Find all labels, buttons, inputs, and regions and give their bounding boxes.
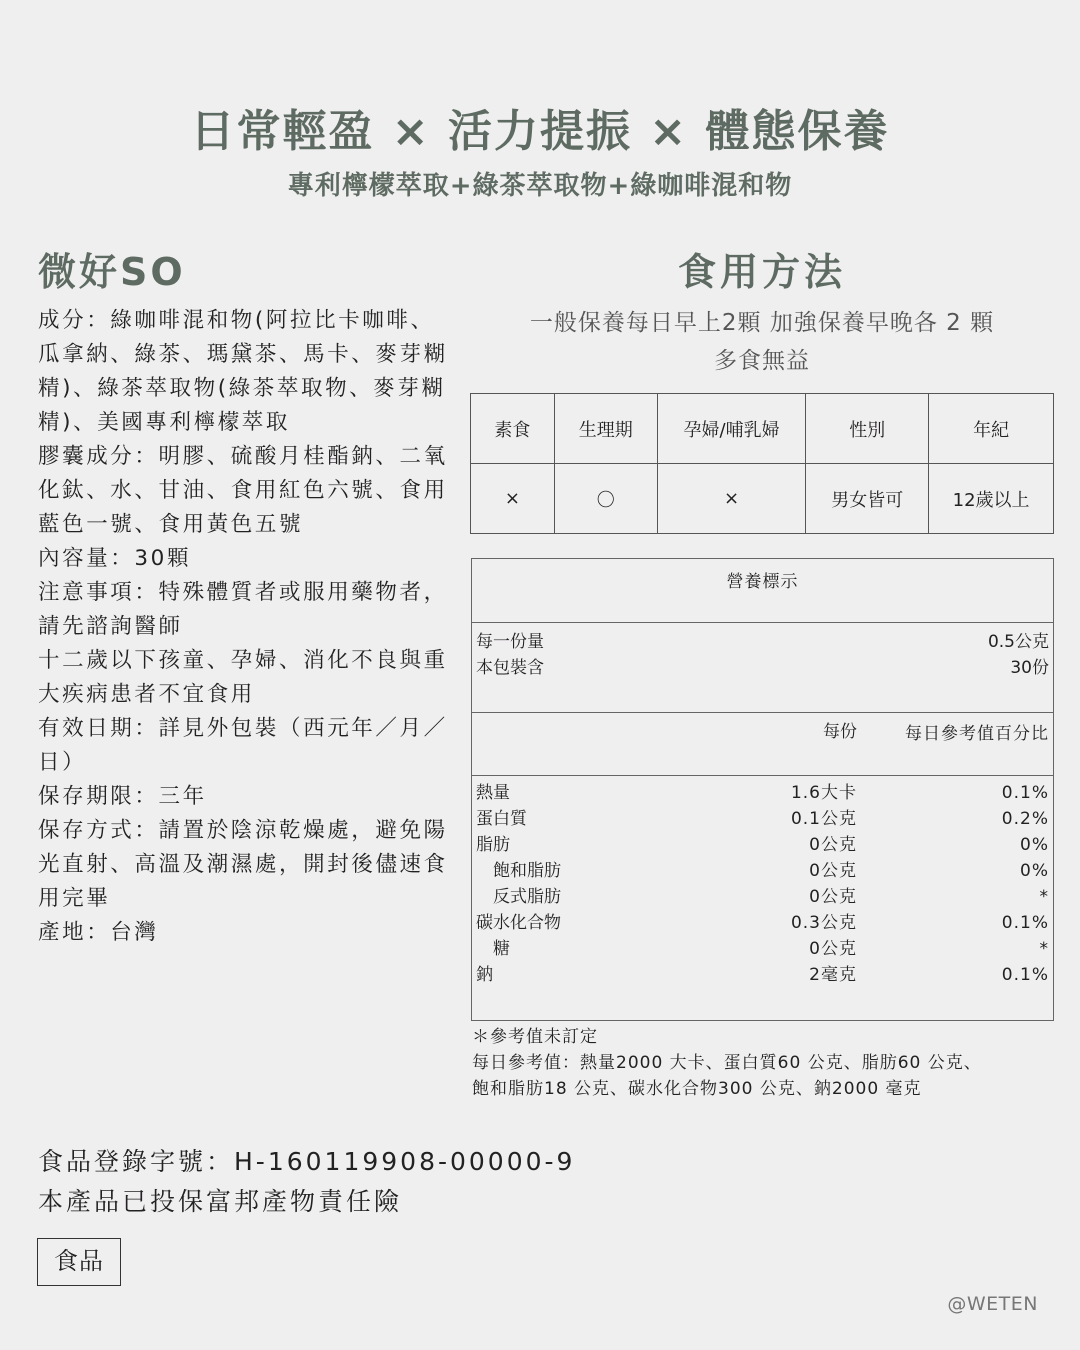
serving-info xyxy=(472,623,1053,713)
nutrient-name: 飽和脂肪 xyxy=(476,861,561,881)
nutrient-percent: 0.2% xyxy=(1001,809,1049,829)
servings-per-pack-row xyxy=(476,655,1049,681)
nutrient-name: 熱量 xyxy=(476,783,510,803)
nutrient-row xyxy=(472,884,1053,910)
header-gender: 性別 xyxy=(806,394,929,464)
nutrient-percent: 0.1% xyxy=(1001,913,1049,933)
value-vegetarian: × xyxy=(471,464,555,534)
nutrient-row xyxy=(472,962,1053,988)
daily-reference-line-1: 每日參考值：熱量2000 大卡、蛋白質60 公克、脂肪60 公克、 xyxy=(472,1053,982,1073)
nutrient-value: 0.1公克 xyxy=(790,809,857,829)
serving-size-row xyxy=(476,629,1049,655)
header-vegetarian: 素食 xyxy=(471,394,555,464)
nutrient-row xyxy=(472,780,1053,806)
nutrient-row xyxy=(472,910,1053,936)
suitability-header-row xyxy=(471,394,1054,464)
daily-percent-header: 每日參考值百分比 xyxy=(905,724,1049,744)
brand-name: 微好SO xyxy=(38,250,186,294)
header-age: 年紀 xyxy=(929,394,1054,464)
serving-size-value: 0.5公克 xyxy=(987,632,1049,652)
usage-title: 食用方法 xyxy=(677,250,846,294)
usage-line-1: 一般保養每日早上2顆 加強保養早晚各 2 顆 xyxy=(529,310,995,336)
shelf-life-line: 保存期限：三年 xyxy=(38,784,207,809)
nutrient-value: 0公克 xyxy=(809,861,857,881)
expiry-line: 有效日期：詳見外包裝（西元年／月／日） xyxy=(38,716,448,775)
footnote: ＊參考值未訂定 xyxy=(472,1027,598,1047)
nutrient-rows xyxy=(472,776,1053,988)
nutrient-name: 糖 xyxy=(476,939,510,959)
serving-size-label: 每一份量 xyxy=(476,632,544,652)
header xyxy=(0,104,1080,204)
nutrient-percent: 0.1% xyxy=(1001,965,1049,985)
nutrient-percent: 0% xyxy=(1020,835,1049,855)
daily-reference-line-2: 飽和脂肪18 公克、碳水化合物300 公克、鈉2000 毫克 xyxy=(472,1079,922,1099)
suitability-table xyxy=(470,393,1054,534)
nutrient-value: 0.3公克 xyxy=(790,913,857,933)
value-age: 12歲以上 xyxy=(929,464,1054,534)
footer-info xyxy=(38,1142,575,1222)
registration-number: 食品登錄字號：H-160119908-00000-9 xyxy=(38,1147,576,1176)
nutrient-percent: * xyxy=(1039,887,1049,907)
content-amount-line: 內容量：30顆 xyxy=(38,546,192,571)
usage-section xyxy=(470,246,1054,380)
nutrition-notes xyxy=(472,1024,1062,1102)
origin-line: 產地：台灣 xyxy=(38,920,159,945)
nutrient-value: 0公克 xyxy=(809,887,857,907)
value-gender: 男女皆可 xyxy=(806,464,929,534)
nutrient-value: 1.6大卡 xyxy=(790,783,857,803)
servings-per-pack-label: 本包裝含 xyxy=(476,658,544,678)
header-pregnant: 孕婦/哺乳婦 xyxy=(657,394,806,464)
ingredients-line: 成分：綠咖啡混和物(阿拉比卡咖啡、瓜拿納、綠茶、瑪黛茶、馬卡、麥芽糊精)、綠茶萃取物(綠茶萃取物、麥芽糊精)、美國專利檸檬萃取 xyxy=(38,308,448,435)
nutrient-name: 鈉 xyxy=(476,965,493,985)
nutrient-row xyxy=(472,832,1053,858)
brand-handle: @WETEN xyxy=(947,1293,1038,1315)
caution-line: 注意事項：特殊體質者或服用藥物者，請先諮詢醫師 xyxy=(38,580,448,639)
nutrient-value: 0公克 xyxy=(809,939,857,959)
nutrient-percent: 0% xyxy=(1020,861,1049,881)
nutrient-value: 2毫克 xyxy=(809,965,857,985)
subheadline: 專利檸檬萃取+綠茶萃取物+綠咖啡混和物 xyxy=(287,171,793,201)
usage-instructions xyxy=(470,304,1054,380)
servings-per-pack-value: 30份 xyxy=(1010,658,1049,678)
nutrition-facts xyxy=(471,558,1054,1021)
insurance-statement: 本產品已投保富邦產物責任險 xyxy=(38,1187,403,1216)
nutrition-title: 營養標示 xyxy=(472,559,1053,623)
per-serving-header: 每份 xyxy=(823,722,857,742)
nutrient-name: 蛋白質 xyxy=(476,809,527,829)
product-details xyxy=(38,304,458,950)
nutrient-name: 反式脂肪 xyxy=(476,887,561,907)
nutrient-row xyxy=(472,806,1053,832)
nutrient-name: 碳水化合物 xyxy=(476,913,561,933)
product-info xyxy=(38,246,458,950)
nutrient-row xyxy=(472,858,1053,884)
suitability-value-row xyxy=(471,464,1054,534)
nutrition-column-header xyxy=(472,713,1053,776)
value-menstruation: 〇 xyxy=(554,464,657,534)
food-category-badge: 食品 xyxy=(37,1238,121,1286)
value-pregnant: × xyxy=(657,464,806,534)
restriction-line: 十二歲以下孩童、孕婦、消化不良與重大疾病患者不宜食用 xyxy=(38,648,448,707)
storage-line: 保存方式：請置於陰涼乾燥處，避免陽光直射、高溫及潮濕處，開封後儘速食用完畢 xyxy=(38,818,448,911)
usage-line-2: 多食無益 xyxy=(714,348,810,374)
nutrient-name: 脂肪 xyxy=(476,835,510,855)
capsule-ingredients-line: 膠囊成分：明膠、硫酸月桂酯鈉、二氧化鈦、水、甘油、食用紅色六號、食用藍色一號、食用黃色五號 xyxy=(38,444,448,537)
nutrient-row xyxy=(472,936,1053,962)
nutrient-percent: 0.1% xyxy=(1001,783,1049,803)
nutrient-value: 0公克 xyxy=(809,835,857,855)
nutrient-percent: * xyxy=(1039,939,1049,959)
header-menstruation: 生理期 xyxy=(554,394,657,464)
headline: 日常輕盈 × 活力提振 × 體態保養 xyxy=(190,106,890,157)
